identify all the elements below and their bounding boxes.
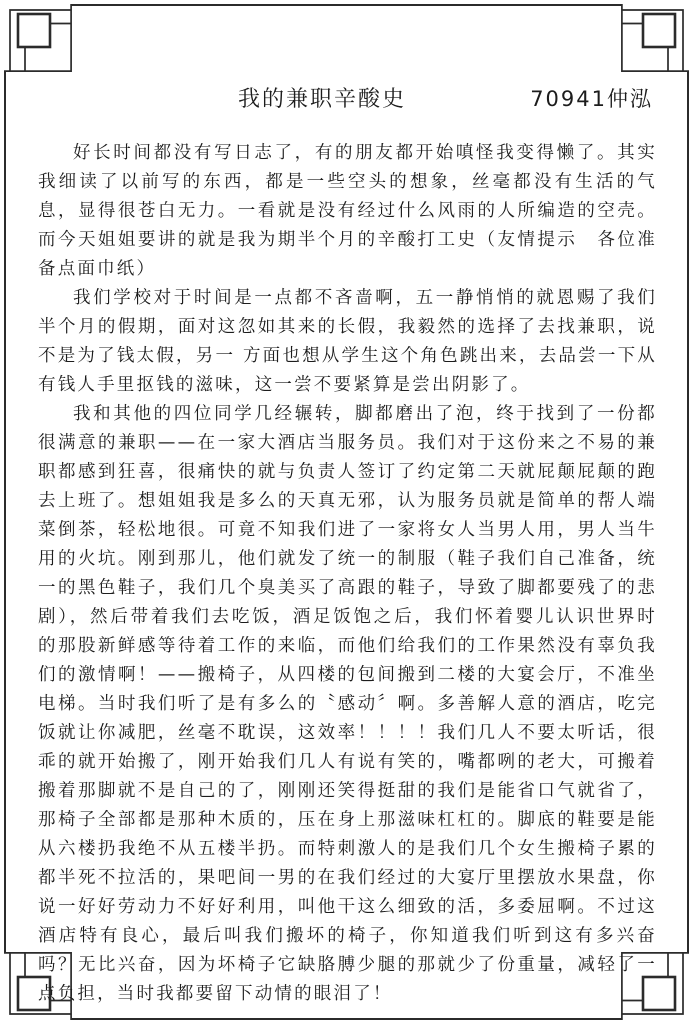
- corner-ornament-top-left: [4, 4, 72, 72]
- frame-border-top: [71, 4, 622, 6]
- frame-border-right: [687, 71, 689, 953]
- essay-paragraph: 我和其他的四位同学几经辗转，脚都磨出了泡，终于找到了一份都很满意的兼职——在一家大酒店当服务员。我们对于这份来之不易的兼职都感到狂喜，很痛快的就与负责人签订了约定第二天就屁颠屁颠的跑去上班了。想姐姐我是多么的天真无邪，认为服务员就是简单的帮人端菜倒茶，轻松地很。可竟不知我们进了一家将女人当男人用，男人当牛用的火坑。刚到那儿，他们就发了统一的制服（鞋子我们自己准备，统一的黑色鞋子，我们几个臭美买了高跟的鞋子，导致了脚都要残了的悲剧），然后带着我们去吃饭，酒足饭饱之后，我们怀着婴儿认识世界时的那股新鲜感等待着工作的来临，而他们给我们的工作果然没有辜负我们的激情啊！——搬椅子，从四楼的包间搬到二楼的大宴会厅，不准坐电梯。当时我们听了是有多么的〝感动〞啊。多善解人意的酒店，吃完饭就让你减肥，丝毫不耽误，这效率！！！！我们几人不要太听话，很乖的就开始搬了，刚开始我们几人有说有笑的，嘴都咧的老大，可搬着搬着那脚就不是自己的了，刚刚还笑得挺甜的我们是能省口气就省了，那椅子全部都是那种木质的，压在身上那滋味杠杠的。脚底的鞋要是能从六楼扔我绝不从五楼半扔。而特刺激人的是我们几个女生搬椅子累的都半死不拉活的，果吧间一男的在我们经过的大宴厅里摆放水果盘，你说一好好劳动力不好好利用，叫他干这么细致的活，多委屈啊。不过这酒店特有良心，最后叫我们搬坏的椅子，你知道我们听到这有多兴奋吗？无比兴奋，因为坏椅子它缺胳膊少腿的那就少了份重量，减轻了一点负担，当时我都要留下动情的眼泪了！: [38, 404, 657, 1004]
- essay-paragraph: 好长时间都没有写日志了，有的朋友都开始嗔怪我变得懒了。其实我细读了以前写的东西，都是一些空头的想象，丝毫都没有生活的气息，显得很苍白无力。一看就是没有经过什么风雨的人所编造的空壳。而今天姐姐要讲的就是我为期半个月的辛酸打工史（友情提示 各位准备点面巾纸）: [38, 143, 657, 279]
- essay-paragraph: 我们学校对于时间是一点都不吝啬啊，五一静悄悄的就恩赐了我们半个月的假期，面对这忽如其来的长假，我毅然的选择了去找兼职，说不是为了钱太假，另一 方面也想从学生这个角色跳出来，去品尝一下从有钱人手里抠钱的滋味，这一尝不要紧算是尝出阴影了。: [38, 288, 657, 395]
- frame-border-bottom: [71, 1018, 622, 1020]
- essay-body: [38, 139, 657, 1009]
- essay-content: [38, 82, 657, 1009]
- frame-border-left: [4, 71, 6, 953]
- title-row: [38, 82, 657, 113]
- page-title: 我的兼职辛酸史: [238, 87, 407, 112]
- corner-ornament-top-right: [621, 4, 689, 72]
- author-id: 70941仲泓: [530, 87, 653, 111]
